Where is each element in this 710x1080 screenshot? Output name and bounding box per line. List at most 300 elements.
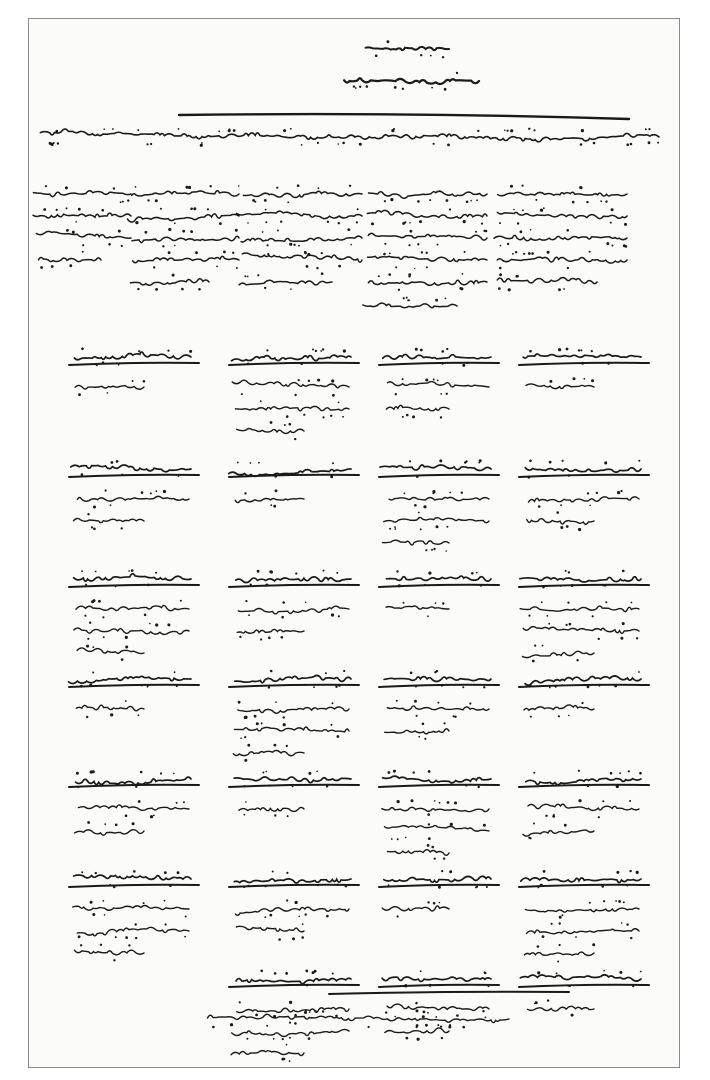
diacritic-dot: [565, 570, 567, 572]
entry-line: [33, 213, 131, 218]
diacritic-dot: [583, 378, 585, 380]
diacritic-dot: [482, 1010, 484, 1012]
diacritic-dot: [128, 570, 130, 572]
diacritic-dot: [174, 671, 176, 673]
diacritic-dot: [294, 394, 296, 396]
diacritic-dot: [428, 823, 430, 825]
diacritic-dot: [414, 268, 416, 270]
diacritic-dot: [375, 54, 378, 57]
diacritic-dot: [135, 937, 137, 939]
diacritic-dot: [282, 601, 285, 604]
diacritic-dot: [270, 670, 273, 673]
diacritic-dot: [517, 275, 519, 277]
diacritic-dot: [530, 229, 532, 231]
diacritic-dot: [390, 198, 393, 201]
entry-underline: [519, 685, 649, 687]
diacritic-dot: [155, 199, 158, 202]
diacritic-dot: [103, 128, 105, 130]
diacritic-dot: [598, 638, 600, 640]
diacritic-dot: [314, 1010, 316, 1012]
diacritic-dot: [603, 970, 605, 972]
entry-heading: [236, 978, 351, 984]
entry-line: [497, 278, 597, 284]
diacritic-dot: [437, 244, 439, 246]
diacritic-dot: [552, 815, 555, 818]
diacritic-dot: [283, 129, 286, 132]
diacritic-dot: [274, 744, 277, 747]
diacritic-dot: [267, 253, 269, 255]
diacritic-dot: [207, 208, 209, 210]
diacritic-dot: [127, 199, 129, 201]
diacritic-dot: [237, 462, 239, 464]
diacritic-dot: [561, 914, 563, 916]
diacritic-dot: [318, 187, 320, 189]
diacritic-dot: [485, 230, 488, 233]
diacritic-dot: [420, 528, 422, 530]
diacritic-dot: [81, 347, 84, 350]
manuscript-scribble: [29, 19, 680, 1068]
diacritic-dot: [440, 393, 442, 395]
manuscript-page: [28, 18, 680, 1068]
diacritic-dot: [140, 771, 143, 774]
diacritic-dot: [530, 837, 532, 839]
diacritic-dot: [113, 187, 115, 189]
diacritic-dot: [51, 265, 54, 268]
diacritic-dot: [418, 736, 420, 738]
diacritic-dot: [383, 253, 386, 256]
diacritic-dot: [615, 900, 617, 902]
diacritic-dot: [81, 871, 83, 873]
diacritic-dot: [81, 570, 83, 572]
diacritic-dot: [359, 86, 361, 88]
entry-line: [242, 253, 362, 262]
diacritic-dot: [266, 771, 268, 773]
diacritic-dot: [91, 526, 93, 528]
diacritic-dot: [239, 636, 241, 638]
diacritic-dot: [415, 348, 418, 351]
entry-line: [235, 406, 349, 410]
intro-line: [40, 129, 659, 142]
entry-line: [133, 256, 239, 262]
diacritic-dot: [78, 208, 81, 211]
diacritic-dot: [247, 744, 250, 747]
diacritic-dot: [292, 937, 295, 940]
diacritic-dot: [479, 459, 482, 462]
diacritic-dot: [403, 297, 405, 299]
entry-heading: [521, 878, 641, 883]
entry-line: [385, 729, 449, 734]
diacritic-dot: [618, 900, 621, 903]
diacritic-dot: [438, 886, 441, 889]
diacritic-dot: [531, 252, 534, 255]
diacritic-dot: [446, 526, 448, 528]
diacritic-dot: [125, 700, 127, 702]
diacritic-dot: [548, 623, 550, 625]
diacritic-dot: [648, 128, 650, 130]
diacritic-dot: [266, 349, 268, 351]
diacritic-dot: [255, 1014, 258, 1017]
diacritic-dot: [313, 686, 315, 688]
entry-underline: [229, 585, 359, 587]
diacritic-dot: [250, 462, 252, 464]
diacritic-dot: [101, 209, 104, 212]
diacritic-dot: [320, 350, 322, 352]
diacritic-dot: [275, 701, 277, 703]
diacritic-dot: [147, 686, 149, 688]
diacritic-dot: [219, 222, 222, 225]
diacritic-dot: [558, 288, 561, 291]
entry-line: [74, 950, 144, 955]
diacritic-dot: [402, 222, 405, 225]
diacritic-dot: [449, 492, 451, 494]
diacritic-dot: [566, 348, 569, 351]
diacritic-dot: [87, 638, 89, 640]
diacritic-dot: [449, 208, 451, 210]
diacritic-dot: [427, 844, 430, 847]
diacritic-dot: [82, 251, 84, 253]
entry-line: [525, 908, 639, 912]
diacritic-dot: [498, 287, 501, 290]
diacritic-dot: [155, 572, 157, 574]
entry-heading: [74, 352, 191, 360]
entry-line: [234, 727, 349, 732]
diacritic-dot: [427, 901, 429, 903]
diacritic-dot: [84, 615, 86, 617]
diacritic-dot: [391, 838, 393, 840]
entry-line: [236, 211, 362, 218]
diacritic-dot: [636, 871, 639, 874]
diacritic-dot: [567, 267, 569, 269]
diacritic-dot: [483, 824, 486, 827]
diacritic-dot: [543, 207, 545, 209]
diacritic-dot: [572, 201, 575, 204]
diacritic-dot: [113, 959, 115, 961]
diacritic-dot: [414, 504, 417, 507]
diacritic-dot: [464, 251, 466, 253]
diacritic-dot: [45, 185, 47, 187]
diacritic-dot: [289, 1060, 291, 1062]
diacritic-dot: [235, 229, 238, 232]
diacritic-dot: [98, 600, 101, 603]
diacritic-dot: [110, 713, 113, 716]
diacritic-dot: [566, 229, 569, 232]
diacritic-dot: [462, 686, 464, 688]
entry-line: [77, 648, 144, 654]
diacritic-dot: [507, 130, 509, 132]
diacritic-dot: [180, 600, 182, 602]
diacritic-dot: [477, 130, 479, 132]
diacritic-dot: [321, 252, 323, 254]
diacritic-dot: [92, 913, 95, 916]
diacritic-dot: [172, 274, 175, 277]
entry-line: [76, 705, 144, 711]
diacritic-dot: [116, 461, 118, 463]
entry-underline: [69, 785, 199, 787]
diacritic-dot: [260, 970, 263, 973]
diacritic-dot: [621, 922, 623, 924]
diacritic-dot: [283, 716, 285, 718]
diacritic-dot: [290, 128, 292, 130]
diacritic-dot: [108, 243, 111, 246]
diacritic-dot: [499, 267, 502, 270]
diacritic-dot: [150, 815, 153, 818]
bottom-rule: [329, 992, 569, 994]
entry-heading: [74, 875, 191, 880]
diacritic-dot: [86, 716, 88, 718]
diacritic-dot: [87, 513, 89, 515]
entry-line: [77, 496, 189, 501]
diacritic-dot: [528, 615, 530, 617]
diacritic-dot: [173, 773, 175, 775]
diacritic-dot: [189, 350, 192, 353]
diacritic-dot: [304, 252, 307, 255]
diacritic-dot: [619, 971, 622, 974]
diacritic-dot: [560, 526, 563, 529]
diacritic-dot: [549, 380, 552, 383]
entry-heading: [523, 354, 641, 358]
diacritic-dot: [564, 824, 567, 827]
diacritic-dot: [238, 185, 240, 187]
diacritic-dot: [428, 770, 431, 773]
diacritic-dot: [443, 857, 445, 859]
diacritic-dot: [277, 230, 279, 232]
diacritic-dot: [395, 266, 397, 268]
diacritic-dot: [619, 772, 621, 774]
diacritic-dot: [216, 266, 218, 268]
diacritic-dot: [459, 287, 462, 290]
diacritic-dot: [125, 646, 128, 649]
diacritic-dot: [155, 490, 157, 492]
diacritic-dot: [422, 723, 425, 726]
diacritic-dot: [580, 349, 582, 351]
diacritic-dot: [533, 772, 535, 774]
diacritic-dot: [568, 715, 570, 717]
entry-line: [76, 605, 189, 610]
diacritic-dot: [305, 913, 307, 915]
diacritic-dot: [262, 231, 264, 233]
diacritic-dot: [439, 902, 441, 904]
diacritic-dot: [131, 569, 134, 572]
entry-line: [78, 805, 189, 810]
diacritic-dot: [155, 288, 158, 291]
diacritic-dot: [528, 252, 531, 255]
diacritic-dot: [620, 490, 622, 492]
entry-underline: [379, 685, 499, 687]
diacritic-dot: [410, 230, 413, 233]
diacritic-dot: [444, 722, 446, 724]
diacritic-dot: [82, 244, 84, 246]
diacritic-dot: [284, 424, 286, 426]
diacritic-dot: [581, 702, 583, 704]
diacritic-dot: [338, 265, 341, 268]
diacritic-dot: [338, 222, 340, 224]
diacritic-dot: [286, 745, 288, 747]
bottom-line: [208, 1014, 509, 1022]
diacritic-dot: [274, 814, 276, 816]
diacritic-dot: [366, 85, 369, 88]
diacritic-dot: [102, 900, 104, 902]
diacritic-dot: [638, 460, 640, 462]
diacritic-dot: [289, 1037, 291, 1039]
diacritic-dot: [429, 199, 431, 201]
diacritic-dot: [394, 1016, 396, 1018]
diacritic-dot: [174, 222, 176, 224]
diacritic-dot: [100, 944, 102, 946]
diacritic-dot: [425, 1024, 428, 1027]
diacritic-dot: [415, 1002, 417, 1004]
diacritic-dot: [640, 971, 642, 973]
diacritic-dot: [254, 201, 256, 203]
entry-line: [526, 384, 594, 389]
diacritic-dot: [636, 637, 638, 639]
diacritic-dot: [549, 687, 551, 689]
diacritic-dot: [441, 1037, 443, 1039]
diacritic-dot: [343, 670, 345, 672]
diacritic-dot: [153, 815, 155, 817]
diacritic-dot: [121, 658, 124, 661]
diacritic-dot: [155, 623, 158, 626]
diacritic-dot: [411, 799, 414, 802]
diacritic-dot: [276, 187, 278, 189]
diacritic-dot: [445, 298, 447, 300]
entry-line: [33, 191, 131, 197]
diacritic-dot: [246, 1038, 248, 1040]
diacritic-dot: [90, 770, 93, 773]
diacritic-dot: [610, 222, 612, 224]
diacritic-dot: [610, 772, 613, 775]
diacritic-dot: [442, 56, 444, 58]
diacritic-dot: [245, 801, 247, 803]
diacritic-dot: [56, 130, 59, 133]
diacritic-dot: [461, 492, 463, 494]
diacritic-dot: [528, 128, 530, 130]
diacritic-dot: [603, 900, 605, 902]
entry-line: [235, 498, 304, 502]
diacritic-dot: [312, 349, 314, 351]
diacritic-dot: [302, 923, 304, 925]
diacritic-dot: [551, 923, 553, 925]
diacritic-dot: [303, 414, 305, 416]
diacritic-dot: [278, 938, 281, 941]
diacritic-dot: [592, 615, 594, 617]
entry-line: [497, 212, 627, 218]
diacritic-dot: [439, 802, 441, 804]
diacritic-dot: [589, 251, 591, 253]
diacritic-dot: [417, 1038, 420, 1041]
diacritic-dot: [611, 245, 613, 247]
diacritic-dot: [626, 923, 628, 925]
diacritic-dot: [289, 243, 292, 246]
entry-heading: [234, 879, 351, 883]
diacritic-dot: [43, 208, 46, 211]
diacritic-dot: [510, 129, 513, 132]
diacritic-dot: [434, 800, 436, 802]
diacritic-dot: [440, 416, 442, 418]
diacritic-dot: [254, 715, 257, 718]
diacritic-dot: [248, 614, 250, 616]
diacritic-dot: [188, 186, 191, 189]
diacritic-dot: [322, 348, 324, 350]
diacritic-dot: [193, 207, 196, 210]
entry-heading: [383, 354, 491, 359]
diacritic-dot: [427, 813, 430, 816]
diacritic-dot: [408, 299, 410, 301]
diacritic-dot: [631, 602, 633, 604]
diacritic-dot: [476, 572, 478, 574]
entry-line: [239, 807, 304, 811]
diacritic-dot: [568, 571, 570, 573]
diacritic-dot: [342, 142, 345, 145]
diacritic-dot: [239, 1001, 241, 1003]
diacritic-dot: [535, 199, 537, 201]
diacritic-dot: [476, 886, 478, 888]
diacritic-dot: [533, 129, 535, 131]
diacritic-dot: [421, 251, 423, 253]
entry-heading: [76, 777, 191, 785]
diacritic-dot: [261, 722, 263, 724]
diacritic-dot: [335, 686, 337, 688]
diacritic-dot: [547, 615, 549, 617]
entry-heading: [383, 776, 491, 783]
diacritic-dot: [512, 253, 514, 255]
diacritic-dot: [240, 737, 242, 739]
diacritic-dot: [433, 902, 436, 905]
diacritic-dot: [645, 128, 647, 130]
diacritic-dot: [456, 1014, 459, 1017]
diacritic-dot: [176, 802, 178, 804]
diacritic-dot: [424, 738, 426, 740]
diacritic-dot: [270, 504, 272, 506]
diacritic-dot: [118, 230, 121, 233]
diacritic-dot: [308, 1037, 311, 1040]
entry-heading: [520, 975, 641, 981]
diacritic-dot: [520, 230, 523, 233]
diacritic-dot: [446, 348, 448, 350]
diacritic-dot: [462, 364, 465, 367]
diacritic-dot: [185, 916, 187, 918]
diacritic-dot: [280, 221, 282, 223]
diacritic-dot: [557, 961, 559, 963]
diacritic-dot: [260, 400, 262, 402]
entry-underline: [519, 585, 649, 587]
diacritic-dot: [268, 637, 271, 640]
diacritic-dot: [562, 460, 564, 462]
entry-line: [386, 606, 449, 609]
diacritic-dot: [440, 1026, 442, 1028]
diacritic-dot: [486, 886, 488, 888]
entry-underline: [229, 985, 359, 987]
diacritic-dot: [605, 601, 607, 603]
entry-heading: [520, 577, 641, 582]
diacritic-dot: [135, 923, 137, 925]
diacritic-dot: [331, 613, 334, 616]
diacritic-dot: [450, 823, 453, 826]
diacritic-dot: [638, 671, 640, 673]
diacritic-dot: [322, 1010, 324, 1012]
diacritic-dot: [425, 549, 427, 551]
entry-line: [389, 497, 489, 500]
diacritic-dot: [446, 393, 448, 395]
header-line-2: [344, 78, 479, 84]
diacritic-dot: [294, 438, 296, 440]
diacritic-dot: [417, 200, 420, 203]
diacritic-dot: [435, 602, 437, 604]
entry-line: [369, 191, 487, 198]
diacritic-dot: [483, 686, 485, 688]
diacritic-dot: [244, 275, 246, 277]
entry-line: [386, 405, 449, 410]
diacritic-dot: [605, 200, 607, 202]
